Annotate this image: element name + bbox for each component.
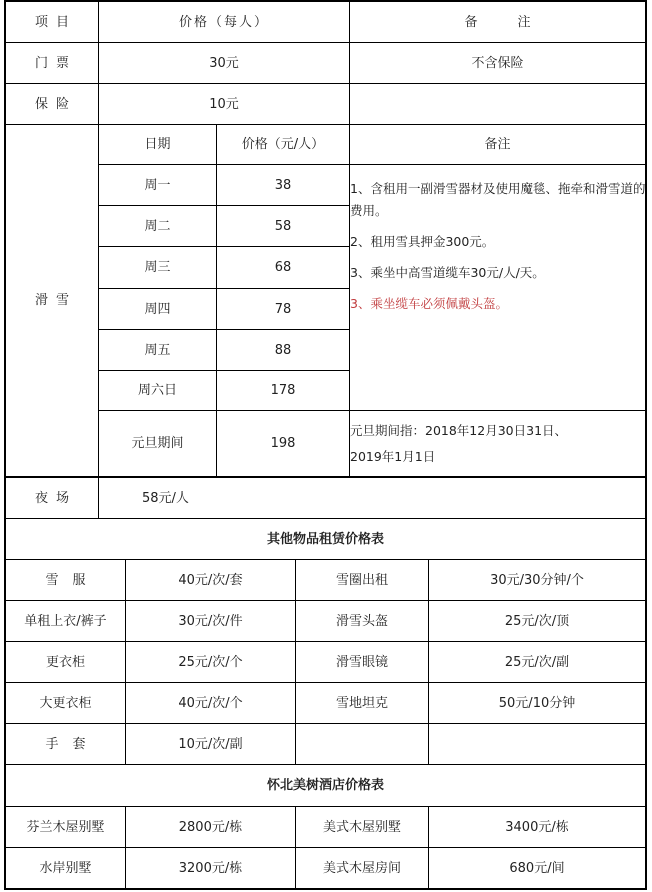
rental-price: 25元/次/副: [504, 654, 570, 670]
rental-price: 30元/30分钟/个: [490, 572, 584, 588]
holiday-note: [350, 418, 646, 470]
night-price: 58元/人: [142, 490, 189, 506]
ski-note-2: 2、租用雪具押金300元。: [350, 234, 495, 249]
holiday-note-line1: 元旦期间指：2018年12月30日31日、: [350, 423, 568, 438]
ski-price: 198: [270, 436, 296, 451]
rental-item: 雪圈出租: [335, 572, 388, 588]
ski-note-3: 3、乘坐中高雪道缆车30元/人/天。: [350, 265, 545, 280]
header-price: 价格（每人）: [178, 14, 269, 30]
ski-price: 178: [270, 383, 296, 398]
ski-price: 78: [274, 301, 292, 317]
hotel-price: 3200元/栋: [178, 860, 243, 876]
ski-col-price: 价格（元/人）: [241, 137, 325, 152]
hotel-item: 水岸别墅: [39, 860, 92, 876]
ski-day: 周四: [144, 301, 171, 317]
ski-label: 滑雪: [34, 293, 77, 308]
ski-price: 38: [274, 177, 292, 193]
ski-day: 周二: [144, 218, 171, 234]
ski-note-helmet: 3、乘坐缆车必须佩戴头盔。: [350, 296, 508, 311]
rental-item: 雪服: [45, 572, 100, 588]
night-label: 夜场: [34, 490, 77, 506]
rental-item: 更衣柜: [45, 654, 85, 670]
holiday-note-line2: 2019年1月1日: [350, 449, 436, 464]
rental-title: 其他物品租赁价格表: [266, 531, 384, 547]
ski-day: 元旦期间: [131, 436, 184, 451]
ski-notes: [350, 178, 646, 324]
rental-price: 30元/次/件: [178, 613, 243, 629]
ski-note-1: 1、含租用一副滑雪器材及使用魔毯、拖牵和滑雪道的费用。: [350, 181, 646, 218]
ski-col-date: 日期: [144, 137, 171, 152]
hotel-item: 芬兰木屋别墅: [26, 819, 105, 835]
rental-price: 40元/次/套: [178, 572, 243, 588]
rental-item: 单租上衣/裤子: [24, 613, 107, 629]
insurance-label: 保险: [34, 96, 77, 112]
rental-item: 滑雪头盔: [335, 613, 388, 629]
ski-col-note: 备注: [484, 137, 511, 152]
header-item: 项目: [34, 14, 77, 30]
ski-price: 68: [274, 260, 292, 275]
hotel-item: 美式木屋别墅: [322, 819, 401, 835]
header-note: 备注: [464, 14, 571, 30]
rental-item: 手套: [45, 736, 100, 752]
ticket-price: 30元: [209, 55, 239, 71]
rental-item: 雪地坦克: [335, 695, 388, 711]
hotel-title: 怀北美树酒店价格表: [266, 778, 384, 793]
ticket-note: 不含保险: [471, 55, 524, 71]
rental-item: 大更衣柜: [39, 695, 92, 711]
hotel-price: 3400元/栋: [505, 819, 569, 835]
rental-price: [429, 724, 645, 764]
table-border-bottom: [4, 888, 647, 890]
insurance-price: 10元: [209, 96, 239, 112]
ski-day: 周五: [144, 342, 171, 358]
rental-price: 40元/次/个: [178, 695, 243, 711]
rental-price: 10元/次/副: [178, 736, 243, 752]
ski-day: 周六日: [137, 383, 177, 398]
rental-price: 50元/10分钟: [498, 695, 576, 711]
ski-price: 58: [274, 218, 292, 234]
hotel-price: 680元/间: [509, 860, 565, 876]
rental-price: 25元/次/顶: [504, 613, 570, 629]
rental-item: 滑雪眼镜: [335, 654, 388, 670]
ski-day: 周三: [144, 260, 171, 275]
hotel-item: 美式木屋房间: [322, 860, 401, 876]
ticket-label: 门票: [34, 55, 77, 71]
rental-price: 25元/次/个: [178, 654, 243, 670]
rental-item: [296, 724, 428, 764]
ski-price: 88: [274, 342, 292, 358]
ski-day: 周一: [144, 177, 171, 193]
hotel-price: 2800元/栋: [178, 819, 243, 835]
